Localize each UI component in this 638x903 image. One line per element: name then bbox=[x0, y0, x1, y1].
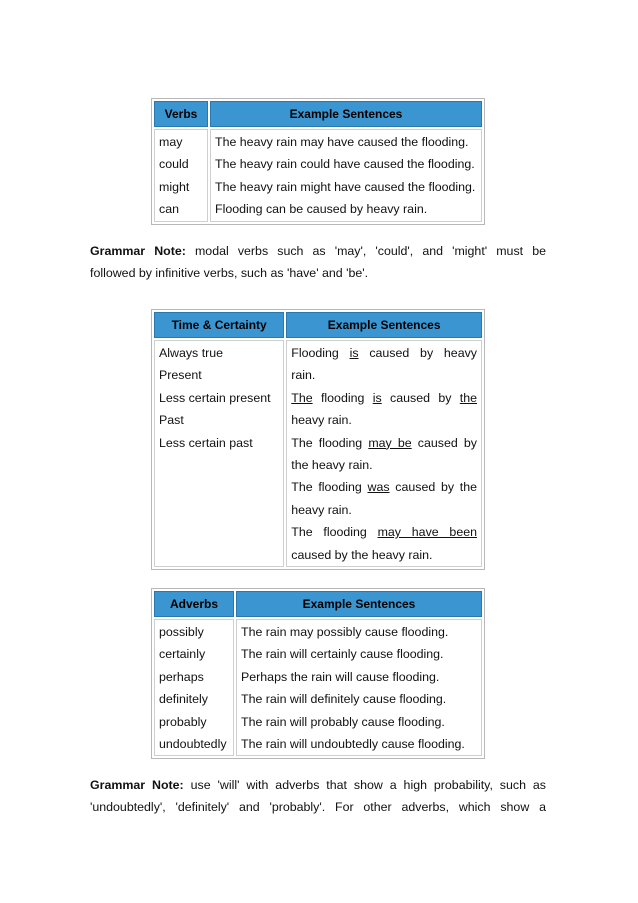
grammar-note-text: 'undoubtedly', 'definitely' and 'probably'. For other adverbs, which show a bbox=[90, 800, 546, 814]
column-header-adverbs: Adverbs bbox=[154, 591, 234, 617]
example-sentence: The flooding may have been bbox=[291, 525, 477, 540]
sentences-cell bbox=[236, 619, 482, 756]
verb: may bbox=[159, 135, 183, 149]
example-sentence: The rain may possibly cause flooding. bbox=[241, 625, 449, 639]
verbs-cell bbox=[154, 129, 208, 222]
column-header-time-certainty: Time & Certainty bbox=[154, 312, 284, 338]
example-sentence: The flooding is caused by the bbox=[291, 390, 478, 405]
example-sentence: Flooding is caused by heavy bbox=[291, 346, 477, 360]
example-sentence: The rain will certainly cause flooding. bbox=[241, 647, 444, 662]
example-sentence: heavy rain. bbox=[291, 413, 352, 428]
grammar-note-text: followed by infinitive verbs, such as 'have' and 'be'. bbox=[90, 266, 369, 280]
table-header-row bbox=[154, 591, 482, 617]
certainty-level: Less certain past bbox=[159, 435, 253, 450]
table-body-row bbox=[154, 129, 482, 222]
example-sentence: The heavy rain may have caused the flooding. bbox=[215, 135, 469, 149]
example-sentence: heavy rain. bbox=[291, 502, 352, 517]
table-header-row bbox=[154, 312, 482, 338]
verb: might bbox=[159, 179, 190, 194]
table-header-row bbox=[154, 101, 482, 127]
example-sentence: Perhaps the rain will cause flooding. bbox=[241, 669, 440, 684]
certainty-level: Always true bbox=[159, 346, 224, 360]
example-sentence: The heavy rain might have caused the flooding. bbox=[215, 179, 476, 194]
time-certainty-cell bbox=[154, 340, 284, 567]
grammar-note-label: Grammar Note: bbox=[90, 778, 184, 792]
example-sentence: rain. bbox=[291, 368, 316, 383]
example-sentence: The rain will undoubtedly cause flooding. bbox=[241, 737, 465, 752]
adverb: possibly bbox=[159, 625, 204, 639]
example-sentence: The heavy rain could have caused the flooding. bbox=[215, 157, 475, 172]
certainty-level: Less certain present bbox=[159, 390, 271, 405]
verb: could bbox=[159, 157, 189, 172]
grammar-note-text: use 'will' with adverbs that show a high probability, such as bbox=[190, 778, 546, 792]
adverb: certainly bbox=[159, 647, 206, 662]
certainty-level: Present bbox=[159, 368, 202, 383]
sentences-cell bbox=[286, 340, 482, 567]
table-body-row bbox=[154, 619, 482, 756]
example-sentence: caused by the heavy rain. bbox=[291, 547, 433, 562]
certainty-level: Past bbox=[159, 413, 184, 428]
adverbs-table bbox=[151, 588, 485, 759]
table-body-row bbox=[154, 340, 482, 567]
adverb: definitely bbox=[159, 692, 208, 707]
example-sentence: The flooding may be caused by bbox=[291, 435, 477, 450]
sentences-cell bbox=[210, 129, 482, 222]
column-header-verbs: Verbs bbox=[154, 101, 208, 127]
time-certainty-table bbox=[151, 309, 485, 570]
column-header-example-sentences: Example Sentences bbox=[210, 101, 482, 127]
example-sentence: the heavy rain. bbox=[291, 458, 373, 473]
example-sentence: The rain will probably cause flooding. bbox=[241, 714, 445, 729]
column-header-example-sentences: Example Sentences bbox=[236, 591, 482, 617]
example-sentence: The flooding was caused by the bbox=[291, 480, 478, 495]
adverb: probably bbox=[159, 714, 207, 729]
modal-verbs-table bbox=[151, 98, 485, 225]
example-sentence: Flooding can be caused by heavy rain. bbox=[215, 202, 428, 217]
adverb: perhaps bbox=[159, 669, 204, 684]
grammar-note-adverbs bbox=[90, 774, 546, 818]
verb: can bbox=[159, 202, 179, 217]
column-header-example-sentences: Example Sentences bbox=[286, 312, 482, 338]
grammar-note-modal-verbs bbox=[90, 240, 546, 284]
adverbs-cell bbox=[154, 619, 234, 756]
grammar-note-text: modal verbs such as 'may', 'could', and 'might' must be bbox=[194, 244, 546, 258]
example-sentence: The rain will definitely cause flooding. bbox=[241, 692, 447, 707]
adverb: undoubtedly bbox=[159, 737, 227, 752]
grammar-note-label: Grammar Note: bbox=[90, 244, 186, 258]
